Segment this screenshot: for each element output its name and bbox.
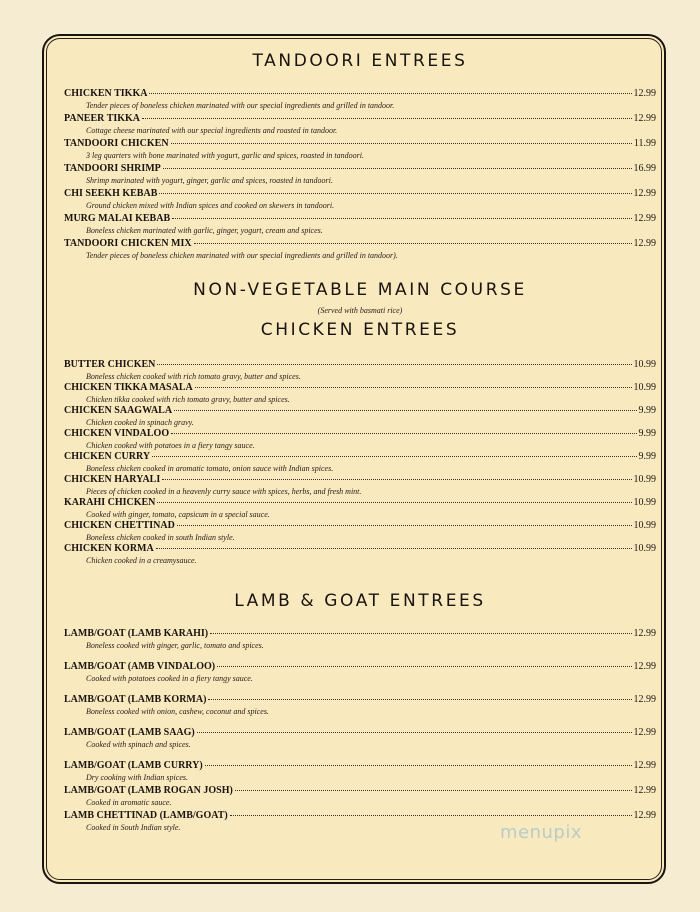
- dotted-leader: [197, 732, 632, 733]
- menu-item-row: [64, 520, 656, 532]
- menu-item-description: Shrimp marinated with yogurt, ginger, garlic and spices, roasted in tandoori.: [86, 176, 333, 185]
- menu-item: [64, 113, 656, 138]
- dotted-leader: [177, 525, 632, 526]
- dotted-leader: [171, 143, 632, 144]
- menu-item-description: 3 leg quarters with bone marinated with yogurt, garlic and spices, roasted in tandoori.: [86, 151, 364, 160]
- menu-item-price: 12.99: [633, 188, 656, 199]
- menu-item-row: [64, 113, 656, 125]
- menu-item-name: CHICKEN SAAGWALA: [64, 405, 173, 416]
- menu-item-name: TANDOORI CHICKEN MIX: [64, 238, 192, 249]
- menu-item-description: Chicken cooked in spinach gravy.: [86, 418, 194, 427]
- dotted-leader: [157, 502, 631, 503]
- menu-item-price: 12.99: [633, 661, 656, 672]
- menu-item-price: 12.99: [633, 694, 656, 705]
- menu-item-description: Boneless cooked with onion, cashew, coconut and spices.: [86, 707, 269, 716]
- dotted-leader: [174, 410, 636, 411]
- menu-item-name: LAMB/GOAT (AMB VINDALOO): [64, 661, 216, 672]
- menu-item: [64, 428, 656, 451]
- menu-item: [64, 138, 656, 163]
- menu-item-price: 12.99: [633, 628, 656, 639]
- menu-item-description: Chicken cooked in a creamysauce.: [86, 556, 197, 565]
- dotted-leader: [149, 93, 631, 94]
- dotted-leader: [195, 387, 632, 388]
- menu-item-row: [64, 163, 656, 175]
- menu-item-description: Cottage cheese marinated with our special ingredients and roasted in tandoor.: [86, 126, 338, 135]
- menu-item: [64, 405, 656, 428]
- menu-item-row: [64, 543, 656, 555]
- dotted-leader: [171, 433, 636, 434]
- dotted-leader: [152, 456, 636, 457]
- menu-item-price: 16.99: [633, 163, 656, 174]
- menu-item: [64, 382, 656, 405]
- menu-item-price: 10.99: [633, 543, 656, 554]
- dotted-leader: [163, 168, 632, 169]
- menu-item-row: [64, 382, 656, 394]
- menu-item-price: 9.99: [638, 451, 656, 462]
- menu-item: [64, 760, 656, 785]
- menu-item-description: Chicken cooked with potatoes in a fiery tangy sauce.: [86, 441, 255, 450]
- menu-item-name: LAMB/GOAT (LAMB CURRY): [64, 760, 203, 771]
- menu-item: [64, 727, 656, 760]
- menu-item: [64, 163, 656, 188]
- menu-item-row: [64, 760, 656, 772]
- menu-item-price: 12.99: [633, 213, 656, 224]
- menu-item-row: [64, 428, 656, 440]
- menu-item: [64, 543, 656, 566]
- menu-item-description: Pieces of chicken cooked in a heavenly curry sauce with spices, herbs, and fresh mint.: [86, 487, 362, 496]
- menu-item-price: 12.99: [633, 785, 656, 796]
- menu-item: [64, 213, 656, 238]
- dotted-leader: [172, 218, 631, 219]
- menu-item-description: Boneless chicken cooked with rich tomato gravy, butter and spices.: [86, 372, 301, 381]
- menu-item-name: BUTTER CHICKEN: [64, 359, 156, 370]
- menu-item-price: 12.99: [633, 113, 656, 124]
- menu-item-row: [64, 213, 656, 225]
- lamb-section-title: LAMB & GOAT ENTREES: [234, 591, 486, 611]
- menu-item-name: TANDOORI CHICKEN: [64, 138, 169, 149]
- menu-item-row: [64, 694, 656, 706]
- menu-item-row: [64, 138, 656, 150]
- menu-item-description: Cooked with spinach and spices.: [86, 740, 191, 749]
- menu-item-row: [64, 451, 656, 463]
- menu-item-name: CHICKEN TIKKA MASALA: [64, 382, 193, 393]
- menu-item-price: 10.99: [633, 497, 656, 508]
- menu-item-row: [64, 405, 656, 417]
- menu-item-description: Boneless cooked with ginger, garlic, tomato and spices.: [86, 641, 264, 650]
- menu-item: [64, 188, 656, 213]
- menu-item-description: Chicken tikka cooked with rich tomato gravy, butter and spices.: [86, 395, 290, 404]
- menu-item-price: 12.99: [633, 760, 656, 771]
- menu-item-row: [64, 238, 656, 250]
- menu-item-price: 12.99: [633, 88, 656, 99]
- menu-item: [64, 88, 656, 113]
- menu-item-name: CHI SEEKH KEBAB: [64, 188, 158, 199]
- menu-item-description: Boneless chicken cooked in aromatic tomato, onion sauce with Indian spices.: [86, 464, 334, 473]
- menu-item-name: CHICKEN KORMA: [64, 543, 154, 554]
- menu-item-description: Dry cooking with Indian spices.: [86, 773, 188, 782]
- menu-item-description: Cooked with ginger, tomato, capsicum in a special sauce.: [86, 510, 270, 519]
- menu-item-description: Boneless chicken cooked in south Indian style.: [86, 533, 235, 542]
- menu-item-row: [64, 188, 656, 200]
- menu-item: [64, 451, 656, 474]
- menu-item-description: Ground chicken mixed with Indian spices and cooked on skewers in tandoori.: [86, 201, 335, 210]
- dotted-leader: [235, 790, 632, 791]
- menu-item-name: MURG MALAI KEBAB: [64, 213, 171, 224]
- dotted-leader: [142, 118, 631, 119]
- dotted-leader: [157, 364, 631, 365]
- menu-item-row: [64, 474, 656, 486]
- served-with-note: (Served with basmati rice): [317, 306, 403, 315]
- menu-item-row: [64, 88, 656, 100]
- chicken-items: [64, 359, 656, 566]
- menu-item-row: [64, 497, 656, 509]
- tandoori-items: [64, 88, 656, 263]
- menu-item-price: 10.99: [633, 474, 656, 485]
- menu-item-name: CHICKEN HARYALI: [64, 474, 161, 485]
- menu-item-name: CHICKEN VINDALOO: [64, 428, 170, 439]
- menu-item-row: [64, 359, 656, 371]
- menu-item-description: Cooked with potatoes cooked in a fiery tangy sauce.: [86, 674, 253, 683]
- menu-item-price: 10.99: [633, 520, 656, 531]
- menu-item: [64, 497, 656, 520]
- menu-item-price: 10.99: [633, 359, 656, 370]
- chicken-section-title: CHICKEN ENTREES: [260, 320, 460, 340]
- menu-item-price: 12.99: [633, 238, 656, 249]
- menu-item-price: 9.99: [638, 428, 656, 439]
- menu-item-description: Cooked in South Indian style.: [86, 823, 181, 832]
- menu-item-description: Tender pieces of boneless chicken marinated with our special ingredients and grilled in tandoor.: [86, 101, 395, 110]
- menu-item-price: 11.99: [633, 138, 656, 149]
- menu-item-row: [64, 810, 656, 822]
- menu-item: [64, 238, 656, 263]
- menu-item-price: 9.99: [638, 405, 656, 416]
- menu-item-description: Boneless chicken marinated with garlic, ginger, yogurt, cream and spices.: [86, 226, 323, 235]
- menupix-watermark: menupix: [500, 822, 583, 843]
- tandoori-section-title: TANDOORI ENTREES: [252, 51, 468, 71]
- menu-item-name: LAMB/GOAT (LAMB KORMA): [64, 694, 207, 705]
- menu-item-row: [64, 661, 656, 673]
- dotted-leader: [159, 193, 631, 194]
- menu-item-name: CHICKEN CURRY: [64, 451, 151, 462]
- dotted-leader: [230, 815, 632, 816]
- menu-item: [64, 628, 656, 661]
- menu-item-row: [64, 628, 656, 640]
- menu-item: [64, 359, 656, 382]
- menu-item-name: KARAHI CHICKEN: [64, 497, 156, 508]
- dotted-leader: [217, 666, 631, 667]
- dotted-leader: [194, 243, 632, 244]
- menu-item-name: CHICKEN CHETTINAD: [64, 520, 175, 531]
- nonveg-section-title: NON-VEGETABLE MAIN COURSE: [193, 280, 527, 300]
- dotted-leader: [162, 479, 631, 480]
- menu-item-name: LAMB/GOAT (LAMB SAAG): [64, 727, 195, 738]
- menu-item-name: LAMB CHETTINAD (LAMB/GOAT): [64, 810, 228, 821]
- menu-item-name: TANDOORI SHRIMP: [64, 163, 161, 174]
- dotted-leader: [208, 699, 631, 700]
- menu-item-row: [64, 785, 656, 797]
- menu-item-price: 12.99: [633, 810, 656, 821]
- dotted-leader: [205, 765, 632, 766]
- menu-item: [64, 694, 656, 727]
- menu-item-name: LAMB/GOAT (LAMB KARAHI): [64, 628, 209, 639]
- menu-item: [64, 785, 656, 810]
- menu-item: [64, 520, 656, 543]
- menu-item: [64, 661, 656, 694]
- menu-item-name: PANEER TIKKA: [64, 113, 141, 124]
- menu-item: [64, 474, 656, 497]
- menu-item-name: LAMB/GOAT (LAMB ROGAN JOSH): [64, 785, 233, 796]
- lamb-items: [64, 628, 656, 835]
- menu-item-price: 12.99: [633, 727, 656, 738]
- menu-item-row: [64, 727, 656, 739]
- dotted-leader: [210, 633, 631, 634]
- menu-item-description: Cooked in aromatic sauce.: [86, 798, 172, 807]
- menu-item-name: CHICKEN TIKKA: [64, 88, 148, 99]
- dotted-leader: [156, 548, 632, 549]
- menu-content: [64, 48, 656, 835]
- menu-item-description: Tender pieces of boneless chicken marinated with our special ingredients and grilled in tandoor).: [86, 251, 398, 260]
- menu-item-price: 10.99: [633, 382, 656, 393]
